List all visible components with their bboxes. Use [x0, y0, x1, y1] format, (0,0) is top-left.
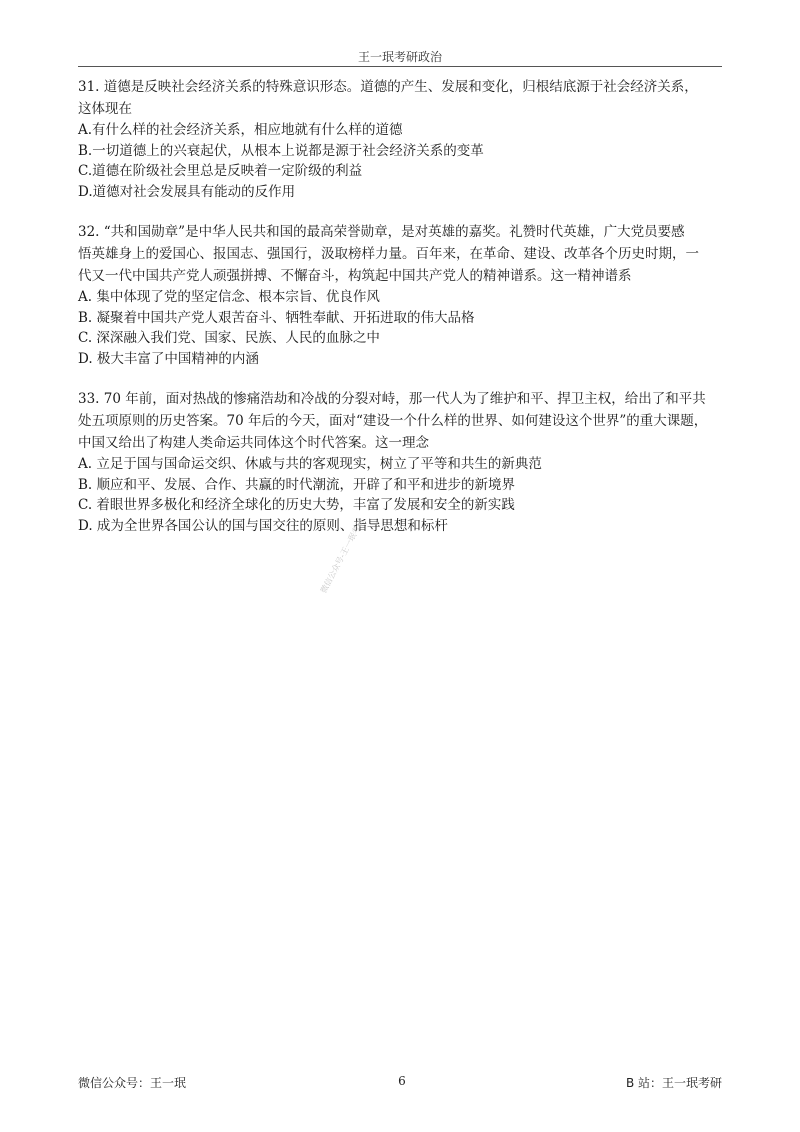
option-a: A. 立足于国与国命运交织、休戚与共的客观现实，树立了平等和共生的新典范	[78, 456, 542, 472]
question-stem	[78, 221, 724, 287]
option-c: C. 深深融入我们党、国家、民族、人民的血脉之中	[78, 330, 380, 346]
question-stem	[78, 76, 724, 120]
option-b: B. 凝聚着中国共产党人艰苦奋斗、牺牲奉献、开拓进取的伟大品格	[78, 309, 475, 326]
stem-line: 代又一代中国共产党人顽强拼搏、不懈奋斗，构筑起中国共产党人的精神谱系。这一精神谱系	[78, 268, 632, 284]
option-c: C. 着眼世界多极化和经济全球化的历史大势，丰富了发展和安全的新实践	[78, 497, 515, 513]
stem-line: 悟英雄身上的爱国心、报国志、强国行，汲取榜样力量。百年来，在革命、建设、改革各个历史时期，一	[78, 246, 699, 262]
stem-line: 33. 70 年前，面对热战的惨痛浩劫和冷战的分裂对峙，那一代人为了维护和平、捍卫主权，给出了和平共	[78, 391, 706, 407]
stem-line: 中国又给出了构建人类命运共同体这个时代答案。这一理念	[78, 435, 429, 451]
option-d: D. 极大丰富了中国精神的内涵	[78, 350, 259, 367]
footer-wechat: 微信公众号：王一珉	[78, 1076, 187, 1090]
option-d: D. 成为全世界各国公认的国与国交往的原则、指导思想和标杆	[78, 517, 448, 534]
question-list	[78, 76, 724, 555]
watermark: 微信公众号-王一珉考研	[318, 517, 366, 595]
option-d: D.道德对社会发展具有能动的反作用	[78, 183, 296, 200]
option-c: C.道德在阶级社会里总是反映着一定阶级的利益	[78, 163, 363, 179]
question-stem	[78, 388, 724, 454]
question-32	[78, 221, 724, 369]
stem-line: 32. “共和国勋章”是中华人民共和国的最高荣誉勋章，是对英雄的嘉奖。礼赞时代英雄，广大党员要感	[78, 224, 685, 240]
option-b: B.一切道德上的兴衰起伏，从根本上说都是源于社会经济关系的变革	[78, 142, 484, 159]
header-divider	[78, 66, 722, 67]
option-b: B. 顺应和平、发展、合作、共赢的时代潮流，开辟了和平和进步的新境界	[78, 476, 516, 493]
question-31	[78, 76, 724, 202]
stem-line: 处五项原则的历史答案。70 年后的今天，面对“建设一个什么样的世界、如何建设这个世界”的重大课题，	[78, 413, 708, 429]
page-number: 6	[398, 1074, 406, 1088]
option-a: A. 集中体现了党的坚定信念、根本宗旨、优良作风	[78, 289, 380, 305]
page-header: 王一珉考研政治	[357, 50, 442, 64]
question-33	[78, 388, 724, 536]
stem-line: 这体现在	[78, 101, 132, 117]
stem-line: 31. 道德是反映社会经济关系的特殊意识形态。道德的产生、发展和变化，归根结底源于社会经济关系，	[78, 79, 698, 95]
option-a: A.有什么样的社会经济关系，相应地就有什么样的道德	[78, 122, 403, 138]
footer-bilibili: B 站：王一珉考研	[625, 1076, 722, 1090]
